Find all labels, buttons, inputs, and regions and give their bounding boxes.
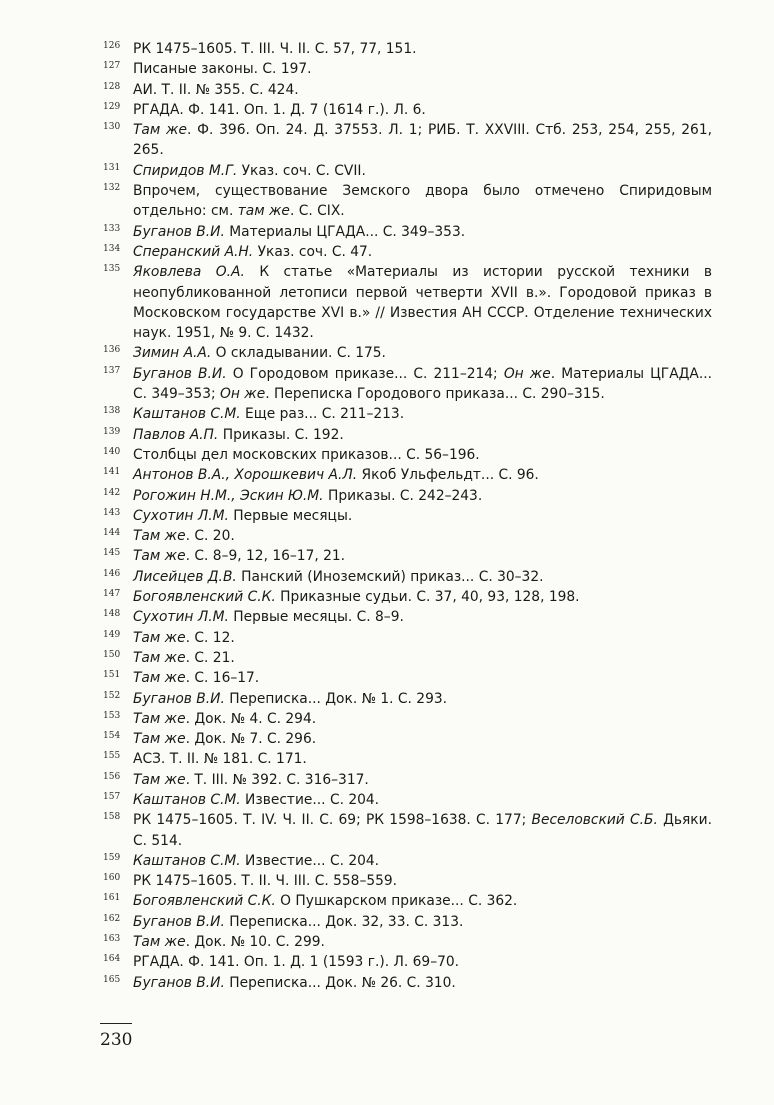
footnote-number: 144 [103, 528, 121, 539]
footnote [100, 973, 712, 993]
footnote-number: 149 [103, 629, 121, 640]
footnote-italic-text: Зимин А.А. [133, 345, 212, 362]
footnote-text-part: РГАДА. Ф. 141. Оп. 1. Д. 1 (1593 г.). Л. 69–70. [133, 954, 460, 971]
footnote-text-part: Дьяки. С. 514. [133, 812, 712, 849]
footnote [100, 648, 712, 668]
footnote-text-part: . Ф. 396. Оп. 24. Д. 37553. Л. 1; РИБ. Т. XXVIII. Стб. 253, 254, 255, 261, 265. [133, 122, 712, 159]
footnote-italic-text: Каштанов С.М. [133, 852, 241, 869]
footnote [100, 181, 712, 222]
footnote-separator [100, 1023, 132, 1024]
footnote [100, 445, 712, 465]
footnote-text-part: Якоб Ульфельдт... С. 96. [357, 467, 539, 484]
footnote [100, 668, 712, 688]
footnote [100, 262, 712, 343]
footnote-number: 140 [103, 446, 121, 457]
footnote-italic-text: Богоявленский С.К. [133, 893, 276, 910]
footnote-text-part: . Док. № 10. С. 299. [185, 934, 325, 951]
footnote-italic-text: Каштанов С.М. [133, 791, 241, 808]
footnote-text [133, 425, 712, 445]
footnote-text-part: РК 1475–1605. Т. II. Ч. III. С. 558–559. [133, 873, 398, 890]
footnote-text-part: . Док. № 4. С. 294. [185, 710, 317, 727]
footnote-number: 155 [103, 751, 121, 762]
footnote-text-part: Указ. соч. С. CVII. [237, 162, 366, 179]
footnote-text-part: О Пушкарском приказе... С. 362. [275, 893, 518, 910]
footnote [100, 100, 712, 120]
footnote-italic-text: Лисейцев Д.В. [133, 568, 237, 585]
footnote-text [133, 242, 712, 262]
footnote-number: 153 [103, 710, 121, 721]
footnote-number: 129 [103, 101, 121, 112]
footnote [100, 729, 712, 749]
footnote-text-part: . Материалы ЦГАДА... С. 349–353; [133, 365, 713, 403]
footnote-text-part: Еще раз... С. 211–213. [240, 406, 405, 423]
footnote-text-part: . С. 8–9, 12, 16–17, 21. [185, 548, 346, 565]
footnote-text [133, 851, 712, 871]
footnote [100, 952, 712, 972]
footnote-number: 163 [103, 934, 121, 945]
footnote-text [133, 506, 712, 526]
footnote-text [133, 567, 712, 587]
footnote-italic-text: Сухотин Л.М. [133, 507, 229, 524]
footnote [100, 80, 712, 100]
footnote-text-part: Приказы. С. 192. [218, 426, 344, 443]
footnotes-list [100, 39, 712, 993]
footnote-text [133, 181, 712, 222]
footnote-italic-text: Каштанов С.М. [133, 406, 241, 423]
footnote-text [133, 689, 712, 709]
footnote-text [133, 668, 712, 688]
footnote-text-part: РК 1475–1605. Т. IV. Ч. II. С. 69; РК 1598–1638. С. 177; [133, 812, 532, 829]
footnote-number: 151 [103, 670, 121, 681]
footnote [100, 567, 712, 587]
footnote-text [133, 770, 712, 790]
footnote [100, 790, 712, 810]
footnote-number: 161 [103, 893, 121, 904]
footnote-text-part: Известие... С. 204. [240, 852, 380, 869]
footnote-text [133, 120, 712, 161]
footnote-italic-text: Веселовский С.Б. [531, 812, 658, 829]
footnote-text-part: Первые месяцы. С. 8–9. [228, 609, 404, 626]
footnote-text-part: . С. CIX. [289, 203, 345, 220]
footnote-text [133, 749, 712, 769]
footnote-italic-text: там же [237, 203, 290, 220]
footnote [100, 242, 712, 262]
footnote-text-part: . С. 20. [185, 528, 235, 545]
footnote-number: 165 [103, 974, 121, 985]
page-number: 230 [100, 1030, 133, 1050]
footnote-italic-text: Там же [133, 771, 186, 788]
footnote-italic-text: Буганов В.И. [133, 365, 227, 382]
footnote-number: 134 [103, 243, 121, 254]
footnote-number: 136 [103, 345, 121, 356]
footnote-number: 139 [103, 426, 121, 437]
footnote-text [133, 39, 712, 59]
footnote-number: 128 [103, 81, 121, 92]
footnote-number: 135 [103, 264, 121, 275]
footnote-text-part: РГАДА. Ф. 141. Оп. 1. Д. 7 (1614 г.). Л. 6. [133, 101, 426, 118]
footnote-number: 160 [103, 873, 121, 884]
footnote-text [133, 404, 712, 424]
footnote [100, 39, 712, 59]
footnote-italic-text: Он же [220, 386, 266, 403]
footnote-text [133, 790, 712, 810]
footnote-italic-text: Там же [133, 629, 186, 646]
footnote [100, 364, 712, 405]
footnote [100, 120, 712, 161]
footnote-text-part: Писаные законы. С. 197. [133, 61, 312, 78]
footnote-number: 156 [103, 771, 121, 782]
footnote [100, 810, 712, 851]
footnote-text [133, 343, 712, 363]
footnote [100, 222, 712, 242]
footnote-text [133, 648, 712, 668]
footnote-italic-text: Буганов В.И. [133, 223, 225, 240]
footnote [100, 770, 712, 790]
footnote-number: 131 [103, 162, 121, 173]
footnote [100, 628, 712, 648]
footnote-text-part: . С. 12. [185, 629, 235, 646]
footnote-number: 133 [103, 223, 121, 234]
footnote-number: 162 [103, 913, 121, 924]
footnote-text [133, 465, 712, 485]
footnote-text [133, 587, 712, 607]
footnote-text-part: Впрочем, существование Земского двора было отмечено Спиридовым отдельно: см. [133, 183, 712, 220]
footnote-text [133, 262, 712, 343]
footnote [100, 161, 712, 181]
footnote-number: 142 [103, 487, 121, 498]
footnote-text [133, 932, 712, 952]
footnote-number: 150 [103, 649, 121, 660]
footnote-text [133, 607, 712, 627]
footnote-text-part: . С. 21. [185, 649, 235, 666]
footnote [100, 425, 712, 445]
footnote-text [133, 364, 712, 405]
footnote-text [133, 486, 712, 506]
footnote-italic-text: Богоявленский С.К. [133, 589, 276, 606]
footnote-text [133, 810, 712, 851]
footnote-number: 152 [103, 690, 121, 701]
footnote-text [133, 709, 712, 729]
footnote [100, 59, 712, 79]
footnote-number: 148 [103, 609, 121, 620]
footnote [100, 851, 712, 871]
footnote [100, 912, 712, 932]
footnote-text-part: Материалы ЦГАДА... С. 349–353. [224, 223, 466, 240]
footnote [100, 871, 712, 891]
footnote-italic-text: Там же [133, 548, 186, 565]
footnote-text-part: О Городовом приказе... С. 211–214; [226, 365, 504, 382]
footnote [100, 689, 712, 709]
footnote-text-part: Приказы. С. 242–243. [323, 487, 483, 504]
footnote-italic-text: Сперанский А.Н. [133, 243, 254, 260]
footnote-italic-text: Антонов В.А., Хорошкевич А.Л. [133, 467, 358, 484]
footnote [100, 607, 712, 627]
footnote-text [133, 546, 712, 566]
footnote-text [133, 729, 712, 749]
footnote-text-part: . С. 16–17. [185, 670, 260, 687]
footnote-number: 147 [103, 589, 121, 600]
footnote-text-part: Переписка... Док. № 1. С. 293. [224, 690, 448, 707]
footnote-text-part: О складывании. С. 175. [211, 345, 386, 362]
footnote-italic-text: Там же [133, 528, 186, 545]
footnote-text-part: Переписка... Док. № 26. С. 310. [224, 974, 456, 991]
footnote [100, 546, 712, 566]
footnote-italic-text: Там же [133, 731, 186, 748]
footnote-number: 127 [103, 61, 121, 72]
footnote-italic-text: Рогожин Н.М., Эскин Ю.М. [133, 487, 324, 504]
footnote-italic-text: Там же [133, 710, 186, 727]
footnote [100, 749, 712, 769]
footnote-italic-text: Там же [133, 649, 186, 666]
footnote-text-part: . Док. № 7. С. 296. [185, 731, 317, 748]
footnote-number: 126 [103, 41, 121, 51]
footnote-text-part: РК 1475–1605. Т. III. Ч. II. С. 57, 77, 151. [133, 41, 417, 57]
footnote-number: 145 [103, 548, 121, 559]
footnote-italic-text: Сухотин Л.М. [133, 609, 229, 626]
footnote-italic-text: Там же [133, 122, 187, 139]
footnote-number: 146 [103, 568, 121, 579]
footnote-number: 159 [103, 852, 121, 863]
footnote-text [133, 912, 712, 932]
footnote-italic-text: Спиридов М.Г. [133, 162, 238, 179]
footnote-text [133, 80, 712, 100]
footnote [100, 587, 712, 607]
footnote-text-part: АСЗ. Т. II. № 181. С. 171. [133, 751, 307, 768]
footnote-number: 141 [103, 467, 121, 478]
footnote-text [133, 100, 712, 120]
footnote [100, 465, 712, 485]
footnote-number: 157 [103, 791, 121, 802]
footnote-text [133, 59, 712, 79]
footnote-text-part: К статье «Материалы из истории русской техники в неопубликованной летописи первой четверти XVII в.». Городовой приказ в Московском государстве XVI в.» // Известия АН СССР. Отделение технических наук. 1951, № 9. С. 1432. [133, 264, 712, 342]
footnote [100, 486, 712, 506]
footnote-number: 138 [103, 406, 121, 417]
footnote-number: 137 [103, 365, 121, 376]
footnote-text-part: Первые месяцы. [228, 507, 353, 524]
footnote-text-part: АИ. Т. II. № 355. С. 424. [133, 81, 299, 98]
footnote-text [133, 891, 712, 911]
footnote [100, 526, 712, 546]
footnote-text [133, 628, 712, 648]
footnote-text [133, 973, 712, 993]
footnote-text-part: Приказные судьи. С. 37, 40, 93, 128, 198. [275, 589, 580, 606]
footnote-number: 130 [103, 122, 121, 133]
footnote-number: 164 [103, 954, 121, 965]
footnote-italic-text: Яковлева О.А. [133, 264, 245, 281]
footnote [100, 404, 712, 424]
footnote [100, 891, 712, 911]
footnote-text [133, 952, 712, 972]
footnote-text-part: . Т. III. № 392. С. 316–317. [185, 771, 369, 788]
footnote-text-part: Переписка... Док. 32, 33. С. 313. [224, 913, 464, 930]
footnote-text [133, 161, 712, 181]
footnote-text [133, 445, 712, 465]
footnote-text-part: Известие... С. 204. [240, 791, 380, 808]
footnote-text [133, 871, 712, 891]
footnote [100, 506, 712, 526]
footnote-italic-text: Буганов В.И. [133, 913, 225, 930]
footnote-text [133, 526, 712, 546]
footnote-number: 154 [103, 731, 121, 742]
footnote-text-part: Столбцы дел московских приказов... С. 56–196. [133, 446, 480, 463]
footnote-text [133, 222, 712, 242]
footnote [100, 343, 712, 363]
footnote-number: 132 [103, 183, 121, 194]
footnote-italic-text: Он же [503, 365, 551, 382]
footnote-italic-text: Павлов А.П. [133, 426, 219, 443]
footnote [100, 709, 712, 729]
footnote-text-part: Указ. соч. С. 47. [253, 243, 373, 260]
footnote-italic-text: Буганов В.И. [133, 974, 225, 991]
footnote-italic-text: Там же [133, 934, 186, 951]
footnote-text-part: . Переписка Городового приказа... С. 290–315. [265, 386, 605, 403]
footnote-italic-text: Буганов В.И. [133, 690, 225, 707]
footnote-italic-text: Там же [133, 670, 186, 687]
footnote [100, 932, 712, 952]
footnote-number: 143 [103, 507, 121, 518]
footnote-text-part: Панский (Иноземский) приказ... С. 30–32. [236, 568, 544, 585]
footnote-number: 158 [103, 812, 121, 823]
